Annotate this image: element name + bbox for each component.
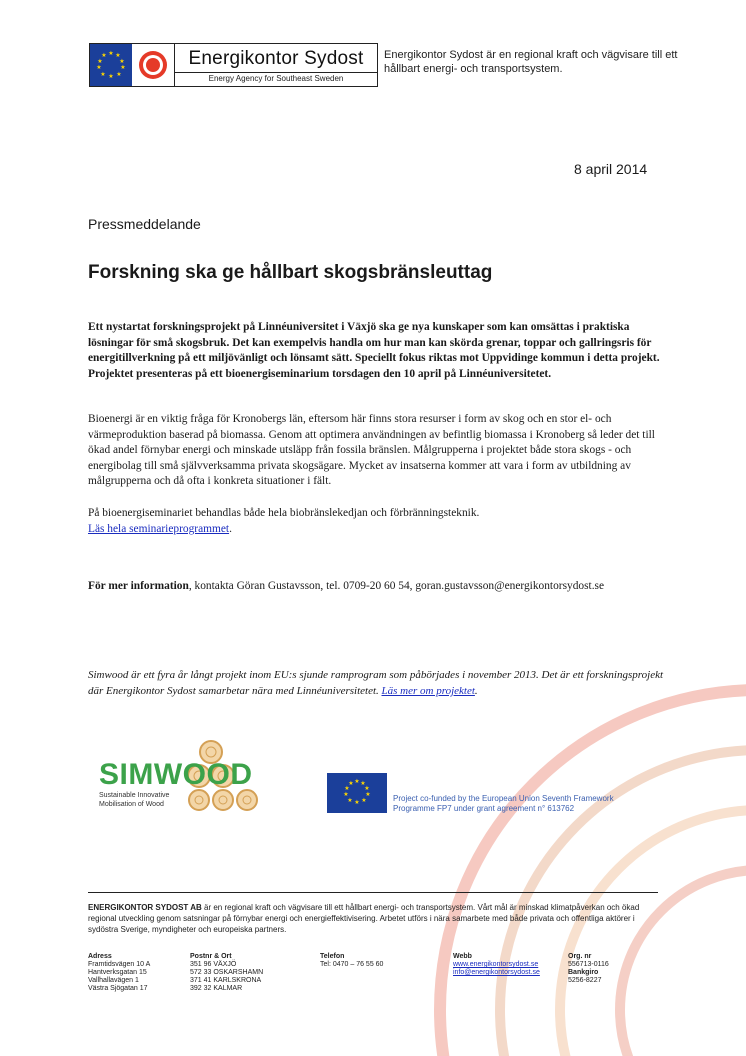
- page-title: Forskning ska ge hållbart skogsbränsleuttag: [88, 262, 493, 283]
- footer-org-column: [568, 953, 609, 985]
- release-type: Pressmeddelande: [88, 216, 201, 232]
- svg-text:★: ★: [354, 799, 360, 806]
- footer-company-name: ENERGIKONTOR SYDOST AB: [88, 903, 202, 912]
- svg-text:★: ★: [97, 58, 103, 65]
- svg-text:★: ★: [361, 797, 367, 804]
- svg-text:★: ★: [354, 778, 360, 785]
- svg-text:★: ★: [347, 797, 353, 804]
- header-tagline: Energikontor Sydost är en regional kraft och vägvisare till ett hållbart energi- och transportsystem.: [384, 49, 678, 75]
- svg-text:★: ★: [115, 52, 121, 59]
- footer-address-line: Vallhallavägen 1: [88, 977, 139, 984]
- footer-phone-column: [320, 953, 383, 969]
- footer-bankgiro-heading: Bankgiro: [568, 969, 599, 976]
- svg-text:★: ★: [96, 64, 102, 71]
- footer-org-number: 556713-0116: [568, 961, 609, 968]
- seminar-period: .: [229, 522, 232, 535]
- footer-website-link[interactable]: www.energikontorsydost.se: [453, 961, 539, 968]
- footer-web-heading: Webb: [453, 953, 472, 960]
- lead-paragraph: Ett nystartat forskningsprojekt på Linnéuniversitet i Växjö ska ge nya kunskaper som kan omsättas i praktiska lösningar för små skogsbruk. Det kan exempelvis handla om hur man kan skörda grenar, toppar och gallringsris för energitillverkning på ett miljövänligt och lönsamt sätt. Speciellt fokus riktas mot Uppvidinge kommun i detta projekt. Projektet presenteras på ett bioenergiseminarium torsdagen den 10 april på Linnéuniversitetet.: [88, 321, 660, 380]
- seminar-paragraph: [88, 506, 668, 537]
- svg-text:★: ★: [108, 73, 114, 80]
- footer-postal-line: 392 32 KALMAR: [190, 985, 243, 992]
- footer-postal-line: 371 41 KARLSKRONA: [190, 977, 262, 984]
- footer-intro: [88, 902, 658, 935]
- footer-phone-line: Tel: 0470 – 76 55 60: [320, 961, 384, 968]
- contact-label: För mer information: [88, 580, 189, 592]
- footer-address-line: Västra Sjögatan 17: [88, 985, 148, 992]
- seminar-program-link[interactable]: Läs hela seminarieprogrammet: [88, 522, 230, 535]
- project-more-link[interactable]: Läs mer om projektet: [381, 685, 475, 697]
- simwood-logo-text: SIMWOOD: [99, 758, 253, 791]
- footer-phone-heading: Telefon: [320, 953, 345, 960]
- svg-text:★: ★: [348, 780, 354, 787]
- energikontor-logo: [89, 43, 378, 87]
- svg-text:★: ★: [360, 780, 366, 787]
- body-paragraph: Bioenergi är en viktig fråga för Kronobergs län, eftersom här finns stora resurser i form av skog och en stor el- och värmeproduktion baserad på biomassa. Genom att optimera användningen av befintlig biomassa i Kronoberg så leder det till ökad andel förnybar energi och minskade utsläpp från fossila bränslen. Målgrupperna i projektet både stora skogs - och energibolag till små självverksamma privata skogsägare. Mycket av insatserna kommer att vara i form av utbildning av målgrupperna och då ofta i konkreta situationer i fält.: [88, 413, 655, 488]
- simwood-subtitle-line: Sustainable Innovative: [99, 792, 170, 799]
- svg-text:★: ★: [365, 791, 371, 798]
- footer-address-line: Hantverksgatan 15: [88, 969, 147, 976]
- contact-text: , kontakta Göran Gustavsson, tel. 0709-20 60 54, goran.gustavsson@energikontorsydost.se: [188, 580, 605, 592]
- svg-text:★: ★: [108, 50, 114, 57]
- svg-text:★: ★: [344, 785, 350, 792]
- target-icon: [132, 44, 174, 86]
- svg-text:★: ★: [101, 52, 107, 59]
- logo-org-name: Energikontor Sydost: [188, 47, 364, 69]
- seminar-text: På bioenergiseminariet behandlas både hela biobränslekedjan och förbränningsteknik.: [88, 507, 480, 519]
- release-date: 8 april 2014: [574, 161, 648, 177]
- simwood-subtitle-line: Mobilisation of Wood: [99, 801, 164, 808]
- svg-text:★: ★: [364, 785, 370, 792]
- footer-email-link[interactable]: info@energikontorsydost.se: [453, 969, 540, 976]
- footer-address-heading: Adress: [88, 953, 112, 960]
- project-note: [88, 667, 678, 699]
- project-note-text: Simwood är ett fyra år långt projekt inom EU:s sjunde ramprogram som påbörjades i november 2013. Det är ett forskningsprojekt där Energikontor Sydost samarbetar nära med Linnéuniversitetet.: [88, 669, 664, 697]
- simwood-logo-subtitle: [99, 791, 169, 809]
- footer-bankgiro-number: 5256-8227: [568, 977, 602, 984]
- footer-intro-text: är en regional kraft och vägvisare till ett hållbart energi- och transportsystem. Vårt mål är minskad klimatpåverkan och ökad regional utveckling genom satsningar på förnybar energi och energieffektivisering. Arbetet utförs i nära samarbete med både privata och offentliga aktörer i sydöstra Sverige, myndigheter och europeiska partners.: [88, 903, 640, 934]
- footer-postal-line: 351 96 VÄXJÖ: [190, 961, 237, 968]
- svg-text:★: ★: [100, 71, 106, 78]
- footer-divider: [88, 892, 658, 893]
- svg-text:★: ★: [343, 791, 349, 798]
- footer-postal-line: 572 33 OSKARSHAMN: [190, 969, 264, 976]
- footer-address-column: [88, 953, 150, 993]
- footer-postal-column: [190, 953, 263, 993]
- footer-org-heading: Org. nr: [568, 953, 592, 960]
- eu-flag-icon: [327, 773, 387, 813]
- svg-text:★: ★: [119, 58, 125, 65]
- footer-postal-heading: Postnr & Ort: [190, 953, 232, 960]
- svg-text:★: ★: [116, 71, 122, 78]
- svg-text:★: ★: [120, 64, 126, 71]
- contact-info: [88, 580, 688, 592]
- eu-funding-note: Project co-funded by the European Union Seventh Framework Programme FP7 under grant agreement n° 613762: [393, 794, 614, 813]
- eu-flag-icon: [90, 44, 132, 86]
- footer-web-column: [453, 953, 540, 977]
- footer-address-line: Framtidsvägen 10 A: [88, 961, 151, 968]
- logo-subtitle: Energy Agency for Southeast Sweden: [175, 72, 377, 83]
- project-note-period: .: [474, 685, 478, 697]
